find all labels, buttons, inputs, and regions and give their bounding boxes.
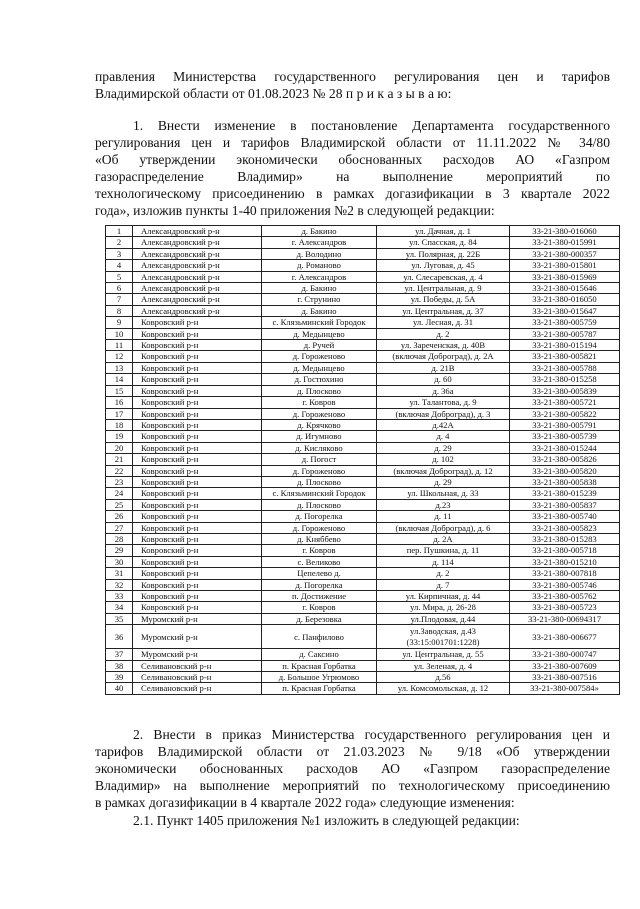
table-row <box>106 226 620 237</box>
address-cell: ул. Полярная, д. 22Б <box>377 248 510 259</box>
settlement-cell: г. Струнино <box>262 294 377 305</box>
address-cell: д. 11 <box>377 511 510 522</box>
item-2-paragraph <box>95 726 610 811</box>
settlement-cell: д. Гостюхино <box>262 374 377 385</box>
table-row <box>106 419 620 430</box>
district-cell: Селивановский р-н <box>133 660 262 671</box>
settlement-cell: п. Красная Горбатка <box>262 660 377 671</box>
code-cell: 33-21-380-007516 <box>510 672 620 683</box>
code-cell: 33-21-380-005838 <box>510 476 620 487</box>
table-row <box>106 397 620 408</box>
settlement-cell: г. Александров <box>262 237 377 248</box>
table-row <box>106 408 620 419</box>
address-cell: ул. Зеленая, д. 4 <box>377 660 510 671</box>
code-cell: 33-21-380-007584» <box>510 683 620 694</box>
address-cell: д. 2А <box>377 533 510 544</box>
district-cell: Ковровский р-н <box>133 362 262 373</box>
code-cell: 33-21-380-015646 <box>510 283 620 294</box>
row-number: 33 <box>106 591 133 602</box>
district-cell: Ковровский р-н <box>133 317 262 328</box>
address-cell: (включая Доброград), д. 12 <box>377 465 510 476</box>
district-cell: Ковровский р-н <box>133 511 262 522</box>
row-number: 19 <box>106 431 133 442</box>
district-cell: Ковровский р-н <box>133 465 262 476</box>
address-cell: ул. Победы, д. 5А <box>377 294 510 305</box>
code-cell: 33-21-380-015283 <box>510 533 620 544</box>
district-cell: Ковровский р-н <box>133 602 262 613</box>
row-number: 11 <box>106 340 133 351</box>
table-row <box>106 442 620 453</box>
district-cell: Александровский р-н <box>133 305 262 316</box>
row-number: 26 <box>106 511 133 522</box>
code-cell: 33-21-380-005718 <box>510 545 620 556</box>
table-row <box>106 488 620 499</box>
row-number: 15 <box>106 385 133 396</box>
code-cell: 33-21-380-005837 <box>510 499 620 510</box>
settlement-cell: г. Ковров <box>262 602 377 613</box>
address-cell: ул. Центральная, д. 9 <box>377 283 510 294</box>
address-cell: ул.Заводская, д.43 (33:15:001701:1228) <box>377 625 510 649</box>
settlement-cell: д. Ручей <box>262 340 377 351</box>
address-cell: ул. Центральная, д. 55 <box>377 649 510 660</box>
row-number: 32 <box>106 579 133 590</box>
code-cell: 33-21-380-005721 <box>510 397 620 408</box>
address-cell: ул. Луговая, д. 45 <box>377 260 510 271</box>
address-cell: (включая Доброград), д. 6 <box>377 522 510 533</box>
table-row <box>106 454 620 465</box>
district-cell: Селивановский р-н <box>133 683 262 694</box>
table-row <box>106 340 620 351</box>
table-row <box>106 362 620 373</box>
address-cell: ул. Слесаревская, д. 4 <box>377 271 510 282</box>
district-cell: Ковровский р-н <box>133 397 262 408</box>
table-row <box>106 248 620 259</box>
code-cell: 33-21-380-007818 <box>510 568 620 579</box>
table-row <box>106 305 620 316</box>
district-cell: Ковровский р-н <box>133 591 262 602</box>
table-row <box>106 260 620 271</box>
row-number: 17 <box>106 408 133 419</box>
table-row <box>106 568 620 579</box>
row-number: 38 <box>106 660 133 671</box>
item-1-line: 1. Внести изменение в постановление Департамента государственного <box>133 118 610 133</box>
row-number: 30 <box>106 556 133 567</box>
district-cell: Ковровский р-н <box>133 385 262 396</box>
settlement-cell: д. Гороженово <box>262 351 377 362</box>
table-row <box>106 499 620 510</box>
settlement-cell: д. Погост <box>262 454 377 465</box>
table-row <box>106 533 620 544</box>
address-cell: д. 2 <box>377 568 510 579</box>
row-number: 10 <box>106 328 133 339</box>
item-2-line: в рамках догазификации в 4 квартале 2022 года» следующие изменения: <box>95 795 515 810</box>
settlement-cell: с. Клязьминский Городок <box>262 488 377 499</box>
table-row <box>106 294 620 305</box>
intro-line: правления Министерства государственного регулирования цен и тарифов <box>95 69 610 84</box>
district-cell: Муромский р-н <box>133 613 262 624</box>
code-cell: 33-21-380-016050 <box>510 294 620 305</box>
settlement-cell: д. Гороженово <box>262 522 377 533</box>
row-number: 22 <box>106 465 133 476</box>
table-row <box>106 545 620 556</box>
row-number: 35 <box>106 613 133 624</box>
row-number: 23 <box>106 476 133 487</box>
settlement-cell: д. Медынцево <box>262 328 377 339</box>
gasification-table <box>105 225 620 695</box>
code-cell: 33-21-380-000747 <box>510 649 620 660</box>
address-cell: ул. Школьная, д. 33 <box>377 488 510 499</box>
address-cell: ул. Комсомольская, д. 12 <box>377 683 510 694</box>
table-row <box>106 613 620 624</box>
settlement-cell: д. Романово <box>262 260 377 271</box>
code-cell: 33-21-380-005839 <box>510 385 620 396</box>
district-cell: Ковровский р-н <box>133 522 262 533</box>
district-cell: Муромский р-н <box>133 625 262 649</box>
row-number: 9 <box>106 317 133 328</box>
code-cell: 33-21-380-000357 <box>510 248 620 259</box>
district-cell: Александровский р-н <box>133 260 262 271</box>
table-row <box>106 328 620 339</box>
code-cell: 33-21-380-015801 <box>510 260 620 271</box>
table-row <box>106 660 620 671</box>
intro-paragraph <box>95 68 610 102</box>
settlement-cell: д. Саксино <box>262 649 377 660</box>
code-cell: 33-21-380-016060 <box>510 226 620 237</box>
district-cell: Ковровский р-н <box>133 568 262 579</box>
district-cell: Ковровский р-н <box>133 499 262 510</box>
address-cell: д. 4 <box>377 431 510 442</box>
row-number: 2 <box>106 237 133 248</box>
settlement-cell: д. Крячково <box>262 419 377 430</box>
row-number: 37 <box>106 649 133 660</box>
table-row <box>106 271 620 282</box>
item-1-paragraph <box>95 117 610 219</box>
district-cell: Ковровский р-н <box>133 454 262 465</box>
district-cell: Ковровский р-н <box>133 419 262 430</box>
row-number: 7 <box>106 294 133 305</box>
row-number: 12 <box>106 351 133 362</box>
code-cell: 33-21-380-005826 <box>510 454 620 465</box>
settlement-cell: д. Березовка <box>262 613 377 624</box>
table-row <box>106 476 620 487</box>
district-cell: Муромский р-н <box>133 649 262 660</box>
row-number: 39 <box>106 672 133 683</box>
address-cell: д. 7 <box>377 579 510 590</box>
address-cell: (включая Доброград), д. 2А <box>377 351 510 362</box>
table-row <box>106 683 620 694</box>
code-cell: 33-21-380-015258 <box>510 374 620 385</box>
district-cell: Ковровский р-н <box>133 431 262 442</box>
address-cell: ул.Плодовая, д.44 <box>377 613 510 624</box>
row-number: 3 <box>106 248 133 259</box>
district-cell: Селивановский р-н <box>133 672 262 683</box>
gasification-table-body <box>106 226 620 695</box>
district-cell: Ковровский р-н <box>133 340 262 351</box>
code-cell: 33-21-380-015647 <box>510 305 620 316</box>
code-cell: 33-21-380-005788 <box>510 362 620 373</box>
address-cell: ул. Центральная, д. 37 <box>377 305 510 316</box>
district-cell: Ковровский р-н <box>133 328 262 339</box>
address-cell: ул. Кирпичная, д. 44 <box>377 591 510 602</box>
item-1-line: технологическому присоединению в рамках догазификации в 3 квартале 2022 <box>95 186 610 201</box>
district-cell: Ковровский р-н <box>133 533 262 544</box>
address-cell: д. 2 <box>377 328 510 339</box>
row-number: 14 <box>106 374 133 385</box>
row-number: 20 <box>106 442 133 453</box>
settlement-cell: д. Погорелка <box>262 511 377 522</box>
address-cell: ул. Зареченская, д. 40В <box>377 340 510 351</box>
settlement-cell: д. Плосково <box>262 385 377 396</box>
code-cell: 33-21-380-005822 <box>510 408 620 419</box>
code-cell: 33-21-380-00694317 <box>510 613 620 624</box>
row-number: 18 <box>106 419 133 430</box>
code-cell: 33-21-380-015194 <box>510 340 620 351</box>
code-cell: 33-21-380-005740 <box>510 511 620 522</box>
row-number: 13 <box>106 362 133 373</box>
settlement-cell: д. Большое Угрюмово <box>262 672 377 683</box>
code-cell: 33-21-380-005759 <box>510 317 620 328</box>
settlement-cell: п. Достижение <box>262 591 377 602</box>
code-cell: 33-21-380-005791 <box>510 419 620 430</box>
settlement-cell: д. Кисляково <box>262 442 377 453</box>
table-row <box>106 579 620 590</box>
settlement-cell: д. Бакино <box>262 226 377 237</box>
row-number: 1 <box>106 226 133 237</box>
district-cell: Ковровский р-н <box>133 488 262 499</box>
address-cell: ул. Лесная, д. 31 <box>377 317 510 328</box>
district-cell: Александровский р-н <box>133 226 262 237</box>
code-cell: 33-21-380-005821 <box>510 351 620 362</box>
address-cell: ул. Талантова, д. 9 <box>377 397 510 408</box>
settlement-cell: д. Гороженово <box>262 408 377 419</box>
table-row <box>106 351 620 362</box>
district-cell: Ковровский р-н <box>133 374 262 385</box>
row-number: 21 <box>106 454 133 465</box>
code-cell: 33-21-380-007609 <box>510 660 620 671</box>
code-cell: 33-21-380-015991 <box>510 237 620 248</box>
row-number: 40 <box>106 683 133 694</box>
district-cell: Ковровский р-н <box>133 545 262 556</box>
table-row <box>106 672 620 683</box>
code-cell: 33-21-380-005787 <box>510 328 620 339</box>
code-cell: 33-21-380-005723 <box>510 602 620 613</box>
district-cell: Александровский р-н <box>133 294 262 305</box>
address-cell: д. 36а <box>377 385 510 396</box>
address-cell: ул. Дачная, д. 1 <box>377 226 510 237</box>
table-row <box>106 511 620 522</box>
settlement-cell: д. Княббево <box>262 533 377 544</box>
address-cell: д. 102 <box>377 454 510 465</box>
table-row <box>106 431 620 442</box>
table-row <box>106 237 620 248</box>
settlement-cell: д. Бакино <box>262 305 377 316</box>
district-cell: Ковровский р-н <box>133 442 262 453</box>
row-number: 24 <box>106 488 133 499</box>
settlement-cell: п. Красная Горбатка <box>262 683 377 694</box>
code-cell: 33-21-380-005746 <box>510 579 620 590</box>
item-1-line: года», изложив пункты 1-40 приложения №2 в следующей редакции: <box>95 203 495 218</box>
address-cell: (включая Доброград), д. 3 <box>377 408 510 419</box>
row-number: 27 <box>106 522 133 533</box>
address-cell: д.42А <box>377 419 510 430</box>
district-cell: Александровский р-н <box>133 248 262 259</box>
address-cell: ул. Спасская, д. 84 <box>377 237 510 248</box>
settlement-cell: д. Погорелка <box>262 579 377 590</box>
district-cell: Александровский р-н <box>133 283 262 294</box>
code-cell: 33-21-380-005823 <box>510 522 620 533</box>
district-cell: Ковровский р-н <box>133 476 262 487</box>
row-number: 36 <box>106 625 133 649</box>
address-cell: д. 114 <box>377 556 510 567</box>
settlement-cell: г. Александров <box>262 271 377 282</box>
address-cell: д. 21В <box>377 362 510 373</box>
row-number: 6 <box>106 283 133 294</box>
district-cell: Александровский р-н <box>133 237 262 248</box>
code-cell: 33-21-380-005739 <box>510 431 620 442</box>
table-row <box>106 602 620 613</box>
code-cell: 33-21-380-006677 <box>510 625 620 649</box>
row-number: 34 <box>106 602 133 613</box>
code-cell: 33-21-380-015244 <box>510 442 620 453</box>
table-row <box>106 465 620 476</box>
settlement-cell: д. Гороженово <box>262 465 377 476</box>
code-cell: 33-21-380-015969 <box>510 271 620 282</box>
table-row <box>106 625 620 649</box>
address-cell: д. 29 <box>377 476 510 487</box>
settlement-cell: г. Ковров <box>262 397 377 408</box>
row-number: 29 <box>106 545 133 556</box>
item-2-line: тарифов Владимирской области от 21.03.2023 № 9/18 «Об утверждении <box>95 744 610 759</box>
district-cell: Ковровский р-н <box>133 351 262 362</box>
item-2-line: Владимир» на выполнение мероприятий по технологическому присоединению <box>95 778 610 793</box>
row-number: 8 <box>106 305 133 316</box>
code-cell: 33-21-380-005762 <box>510 591 620 602</box>
intro-line: Владимирской области от 01.08.2023 № 28 п р и к а з ы в а ю: <box>95 86 452 101</box>
address-cell: д.23 <box>377 499 510 510</box>
table-row <box>106 374 620 385</box>
settlement-cell: д. Володино <box>262 248 377 259</box>
settlement-cell: д. Плосково <box>262 476 377 487</box>
code-cell: 33-21-380-015239 <box>510 488 620 499</box>
district-cell: Александровский р-н <box>133 271 262 282</box>
table-row <box>106 591 620 602</box>
row-number: 5 <box>106 271 133 282</box>
row-number: 16 <box>106 397 133 408</box>
row-number: 31 <box>106 568 133 579</box>
address-cell: д.56 <box>377 672 510 683</box>
item-2-line: 2. Внести в приказ Министерства государственного регулирования цен и <box>133 727 610 742</box>
item-2-1-text: 2.1. Пункт 1405 приложения №1 изложить в следующей редакции: <box>133 813 520 828</box>
table-row <box>106 385 620 396</box>
item-1-line: «Об утверждении экономически обоснованных расходов АО «Газпром <box>95 152 610 167</box>
item-2-1-paragraph <box>95 812 610 829</box>
settlement-cell: д. Медынцево <box>262 362 377 373</box>
settlement-cell: с. Клязьминский Городок <box>262 317 377 328</box>
item-1-line: регулирования цен и тарифов Владимирской области от 11.11.2022 № 34/80 <box>95 135 610 150</box>
settlement-cell: д. Игумново <box>262 431 377 442</box>
district-cell: Ковровский р-н <box>133 579 262 590</box>
row-number: 28 <box>106 533 133 544</box>
settlement-cell: с. Панфилово <box>262 625 377 649</box>
code-cell: 33-21-380-005820 <box>510 465 620 476</box>
item-1-line: газораспределение Владимир» на выполнение мероприятий по <box>95 169 610 184</box>
settlement-cell: д. Плосково <box>262 499 377 510</box>
district-cell: Ковровский р-н <box>133 408 262 419</box>
table-row <box>106 556 620 567</box>
table-row <box>106 649 620 660</box>
code-cell: 33-21-380-015210 <box>510 556 620 567</box>
table-row <box>106 283 620 294</box>
item-2-line: экономически обоснованных расходов АО «Газпром газораспределение <box>95 761 610 776</box>
settlement-cell: г. Ковров <box>262 545 377 556</box>
row-number: 25 <box>106 499 133 510</box>
address-cell: д. 60 <box>377 374 510 385</box>
settlement-cell: Цепелево д. <box>262 568 377 579</box>
address-cell: д. 29 <box>377 442 510 453</box>
address-cell: ул. Мира, д. 26-28 <box>377 602 510 613</box>
row-number: 4 <box>106 260 133 271</box>
address-cell: пер. Пушкина, д. 11 <box>377 545 510 556</box>
table-row <box>106 522 620 533</box>
table-row <box>106 317 620 328</box>
district-cell: Ковровский р-н <box>133 556 262 567</box>
settlement-cell: д. Бакино <box>262 283 377 294</box>
settlement-cell: с. Великово <box>262 556 377 567</box>
